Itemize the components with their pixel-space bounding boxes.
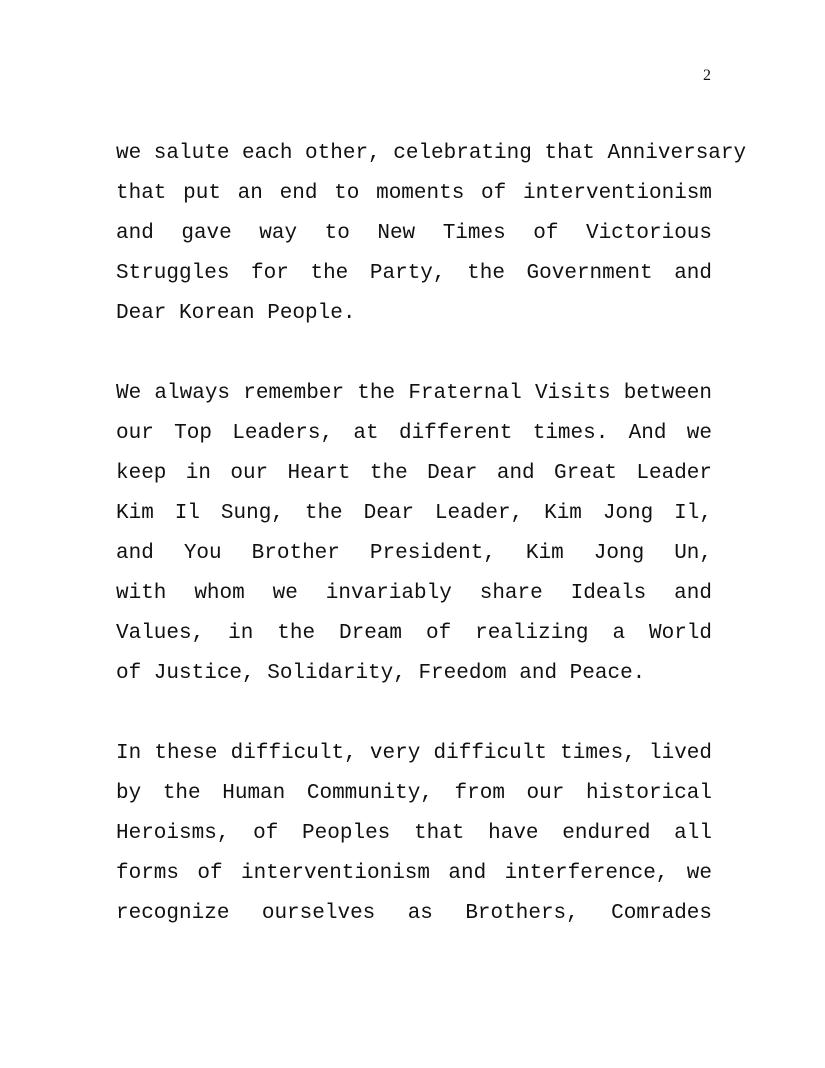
- text-line: that put an end to moments of interventionism: [116, 182, 712, 205]
- letter-body: [116, 134, 747, 974]
- text-line: recognize ourselves as Brothers, Comrades: [116, 902, 712, 925]
- text-line: Heroisms, of Peoples that have endured all: [116, 822, 712, 845]
- page-number: 2: [703, 67, 711, 84]
- paragraph-1: [116, 134, 747, 334]
- text-line: keep in our Heart the Dear and Great Leader: [116, 462, 712, 485]
- text-line: and gave way to New Times of Victorious: [116, 222, 712, 245]
- paragraph-2: [116, 374, 712, 694]
- text-line: of Justice, Solidarity, Freedom and Peace.: [116, 662, 646, 685]
- text-line: In these difficult, very difficult times, lived: [116, 742, 712, 765]
- paragraph-3: [116, 734, 712, 934]
- text-line: our Top Leaders, at different times. And we: [116, 422, 712, 445]
- text-line: we salute each other, celebrating that Anniversary: [116, 142, 747, 165]
- text-line: We always remember the Fraternal Visits between: [116, 382, 712, 405]
- text-line: forms of interventionism and interference, we: [116, 862, 712, 885]
- text-line: with whom we invariably share Ideals and: [116, 582, 712, 605]
- text-line: Values, in the Dream of realizing a World: [116, 622, 712, 645]
- text-line: Dear Korean People.: [116, 302, 356, 325]
- text-line: by the Human Community, from our historical: [116, 782, 712, 805]
- text-line: and You Brother President, Kim Jong Un,: [116, 542, 712, 565]
- text-line: Struggles for the Party, the Government and: [116, 262, 712, 285]
- text-line: Kim Il Sung, the Dear Leader, Kim Jong Il,: [116, 502, 712, 525]
